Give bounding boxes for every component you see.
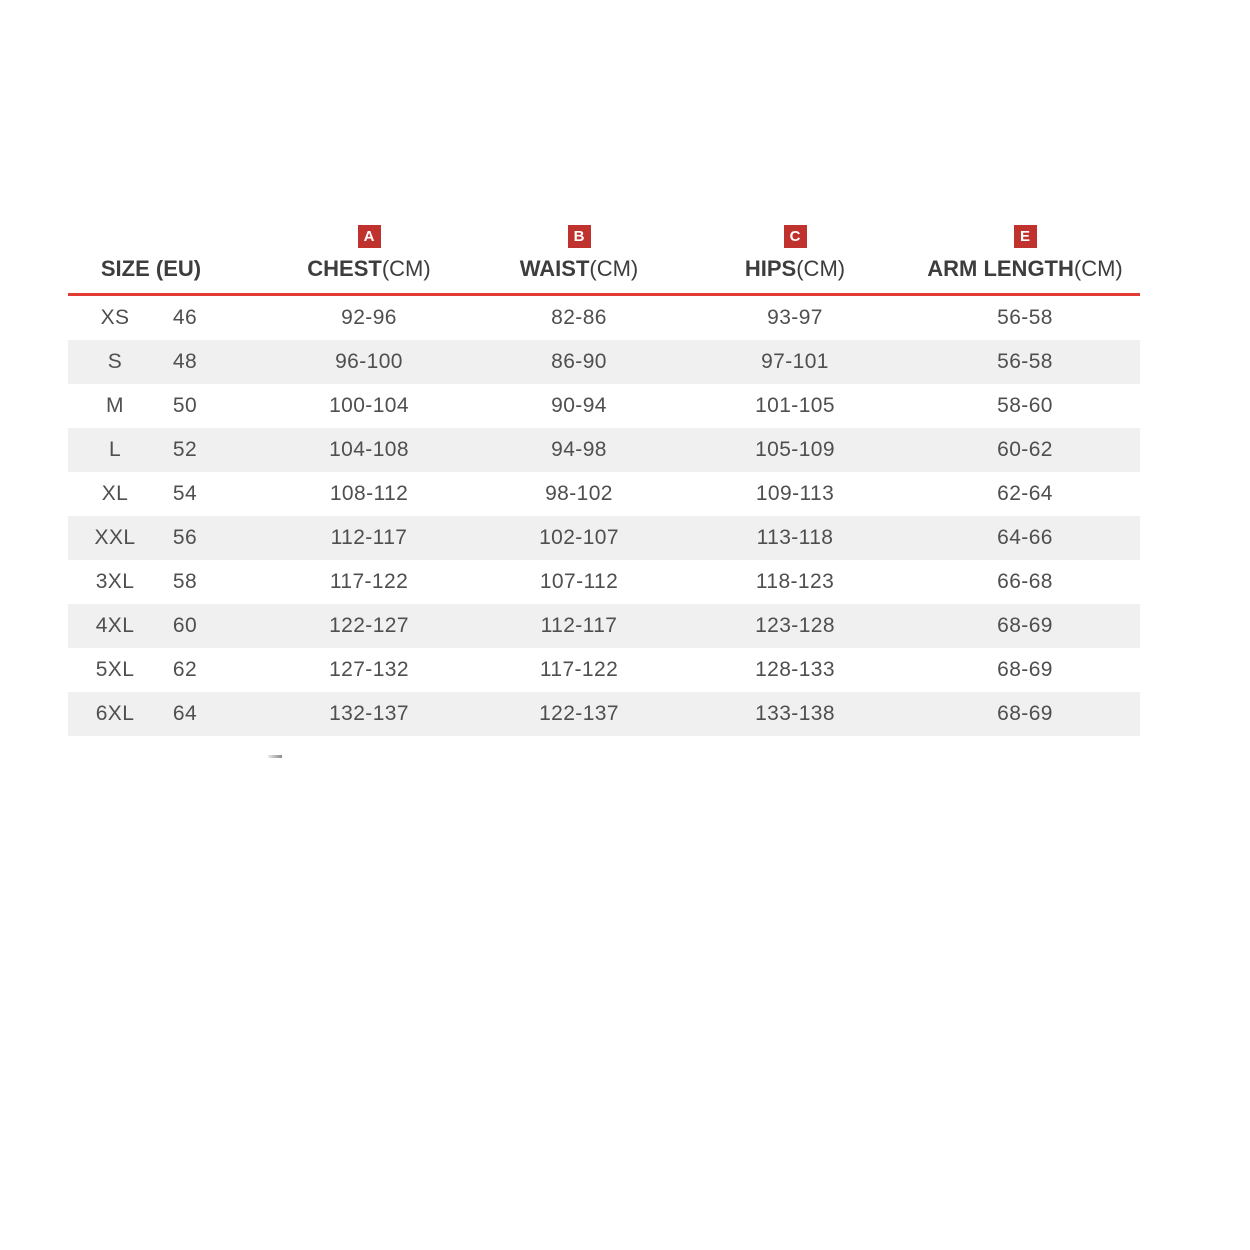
size-eu-number: 46 bbox=[172, 306, 198, 329]
arm-length-value: 60-62 bbox=[997, 438, 1053, 461]
column-header-waist bbox=[478, 256, 680, 282]
hips-value: 123-128 bbox=[755, 614, 835, 637]
badge-row bbox=[68, 225, 1140, 249]
table-row-s bbox=[68, 340, 1140, 384]
table-row-xxl bbox=[68, 516, 1140, 560]
column-header-arm-length bbox=[910, 256, 1140, 282]
waist-measure-badge-icon: B bbox=[568, 225, 591, 248]
table-body bbox=[68, 296, 1140, 736]
column-header-chest bbox=[260, 256, 478, 282]
arm-length-value: 58-60 bbox=[997, 394, 1053, 417]
size-code: XXL bbox=[94, 526, 136, 549]
table-row-6xl bbox=[68, 692, 1140, 736]
chest-value: 127-132 bbox=[329, 658, 409, 681]
size-chart-table bbox=[68, 225, 1140, 736]
chest-value: 104-108 bbox=[329, 438, 409, 461]
size-code: M bbox=[106, 394, 124, 417]
waist-value: 112-117 bbox=[540, 614, 618, 637]
chest-value: 117-122 bbox=[329, 570, 409, 593]
size-eu-number: 56 bbox=[172, 526, 198, 549]
chest-value: 100-104 bbox=[329, 394, 409, 417]
column-header-row bbox=[68, 253, 1140, 284]
chest-value: 132-137 bbox=[329, 702, 409, 725]
column-header-chest-unit: (CM) bbox=[381, 255, 431, 281]
size-code: L bbox=[108, 438, 122, 461]
chest-value: 92-96 bbox=[341, 306, 397, 329]
waist-value: 122-137 bbox=[539, 702, 619, 725]
chest-measure-badge-icon: A bbox=[358, 225, 381, 248]
hips-value: 128-133 bbox=[755, 658, 835, 681]
waist-value: 94-98 bbox=[551, 438, 607, 461]
table-row-4xl bbox=[68, 604, 1140, 648]
hips-value: 105-109 bbox=[755, 438, 835, 461]
waist-value: 86-90 bbox=[551, 350, 607, 373]
arm-length-value: 68-69 bbox=[997, 702, 1053, 725]
column-header-waist-label: WAIST bbox=[519, 255, 590, 281]
waist-value: 117-122 bbox=[539, 658, 619, 681]
table-row-xl bbox=[68, 472, 1140, 516]
hips-value: 97-101 bbox=[761, 350, 829, 373]
table-row-l bbox=[68, 428, 1140, 472]
size-code: 3XL bbox=[95, 570, 135, 593]
hips-value: 118-123 bbox=[755, 570, 835, 593]
stray-dash-mark bbox=[268, 755, 282, 758]
size-eu-number: 48 bbox=[172, 350, 198, 373]
arm-length-value: 68-69 bbox=[997, 614, 1053, 637]
column-header-chest-label: CHEST bbox=[307, 255, 382, 281]
waist-value: 82-86 bbox=[551, 306, 607, 329]
column-header-hips-unit: (CM) bbox=[796, 255, 846, 281]
size-eu-number: 54 bbox=[172, 482, 198, 505]
table-row-3xl bbox=[68, 560, 1140, 604]
hips-value: 109-113 bbox=[755, 482, 835, 505]
chest-value: 122-127 bbox=[329, 614, 409, 637]
size-code: S bbox=[107, 350, 123, 373]
column-header-arm-length-label: ARM LENGTH bbox=[927, 255, 1074, 281]
hips-measure-badge-icon: C bbox=[784, 225, 807, 248]
arm-length-value: 56-58 bbox=[997, 306, 1053, 329]
arm-length-measure-badge-icon: E bbox=[1014, 225, 1037, 248]
column-header-waist-unit: (CM) bbox=[589, 255, 639, 281]
size-eu-number: 52 bbox=[172, 438, 198, 461]
table-row-5xl bbox=[68, 648, 1140, 692]
waist-value: 90-94 bbox=[551, 394, 607, 417]
waist-value: 102-107 bbox=[539, 526, 619, 549]
size-code: 4XL bbox=[95, 614, 135, 637]
hips-value: 113-118 bbox=[756, 526, 834, 549]
size-eu-number: 64 bbox=[172, 702, 198, 725]
table-row-xs bbox=[68, 296, 1140, 340]
waist-value: 107-112 bbox=[539, 570, 619, 593]
chest-value: 112-117 bbox=[330, 526, 408, 549]
arm-length-value: 62-64 bbox=[997, 482, 1053, 505]
size-eu-number: 50 bbox=[172, 394, 198, 417]
arm-length-value: 56-58 bbox=[997, 350, 1053, 373]
chest-value: 108-112 bbox=[329, 482, 409, 505]
size-eu-number: 62 bbox=[172, 658, 198, 681]
size-code: 6XL bbox=[95, 702, 135, 725]
hips-value: 133-138 bbox=[755, 702, 835, 725]
arm-length-value: 68-69 bbox=[997, 658, 1053, 681]
size-code: XS bbox=[100, 306, 130, 329]
chest-value: 96-100 bbox=[335, 350, 403, 373]
hips-value: 101-105 bbox=[755, 394, 835, 417]
column-header-size: SIZE (EU) bbox=[100, 255, 202, 281]
column-header-hips-label: HIPS bbox=[744, 255, 797, 281]
hips-value: 93-97 bbox=[767, 306, 823, 329]
table-row-m bbox=[68, 384, 1140, 428]
size-eu-number: 60 bbox=[172, 614, 198, 637]
column-header-arm-length-unit: (CM) bbox=[1073, 255, 1123, 281]
arm-length-value: 64-66 bbox=[997, 526, 1053, 549]
size-code: XL bbox=[101, 482, 129, 505]
column-header-hips bbox=[680, 256, 910, 282]
size-code: 5XL bbox=[95, 658, 135, 681]
arm-length-value: 66-68 bbox=[997, 570, 1053, 593]
size-eu-number: 58 bbox=[172, 570, 198, 593]
waist-value: 98-102 bbox=[545, 482, 613, 505]
